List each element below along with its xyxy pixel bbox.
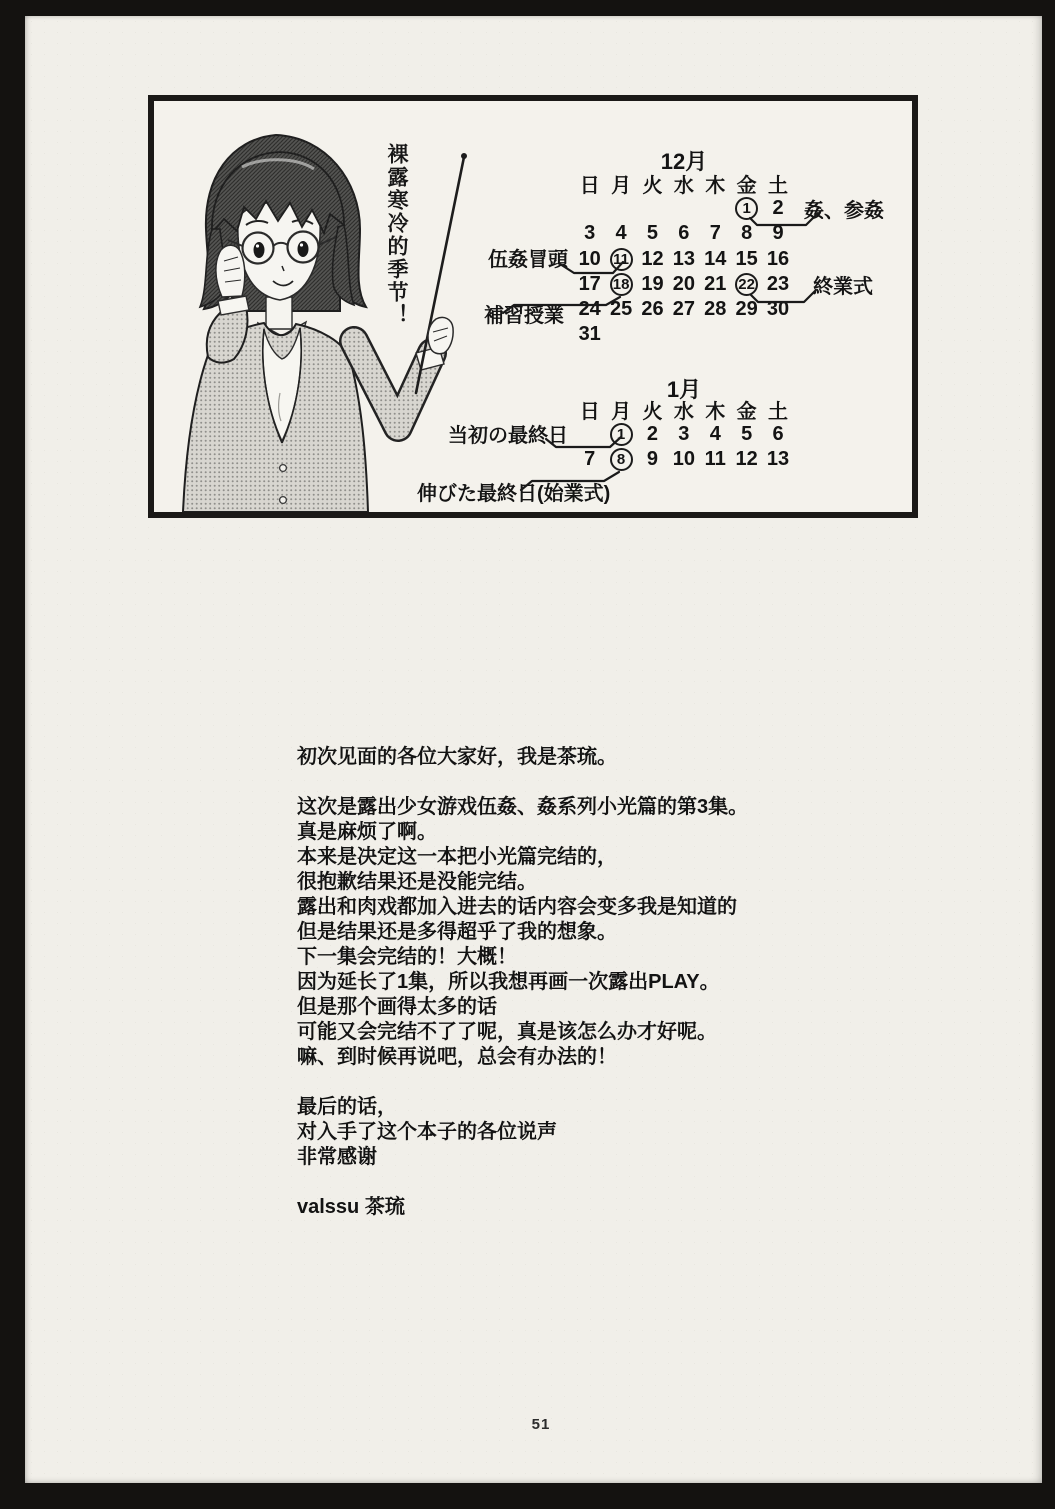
calendar-cell: 24 bbox=[578, 298, 601, 321]
calendar-cell: 11 bbox=[704, 448, 726, 471]
annotation-dec-18th: 補習授業 bbox=[484, 305, 564, 327]
afterword-line: valssu 茶琉 bbox=[297, 1196, 405, 1218]
connector-jan-8 bbox=[521, 472, 619, 490]
page-number: 51 bbox=[531, 1416, 551, 1433]
calendar-cell: 8 bbox=[741, 222, 753, 245]
connector-dec-18 bbox=[503, 297, 620, 313]
calendar-cell: 土 bbox=[768, 175, 789, 198]
connector-jan-1 bbox=[546, 437, 621, 447]
calendar-cell: 月 bbox=[611, 175, 632, 198]
calendar-cell: 5 bbox=[646, 222, 659, 245]
calendar-cell: 25 bbox=[609, 298, 633, 321]
calendar-cell: 水 bbox=[673, 175, 694, 198]
connector-dec-22 bbox=[751, 290, 816, 302]
calendar-cell: 6 bbox=[678, 222, 690, 245]
connector-lines bbox=[154, 101, 912, 512]
calendar-cell: 23 bbox=[766, 272, 790, 295]
afterword-line bbox=[297, 1070, 917, 1095]
calendar-cell: 火 bbox=[642, 401, 663, 424]
calendar-cell: 27 bbox=[672, 298, 695, 321]
circled-date: 18 bbox=[610, 273, 633, 296]
calendar-cell: 木 bbox=[705, 401, 726, 424]
calendar-cell: 4 bbox=[709, 423, 721, 446]
afterword-line: 最后的话， bbox=[297, 1096, 397, 1118]
illustration-content bbox=[154, 101, 912, 512]
circled-date: 22 bbox=[735, 273, 758, 296]
calendar-cell: 3 bbox=[678, 423, 690, 446]
calendar-cell: 10 bbox=[672, 448, 695, 471]
calendar-cell: 17 bbox=[578, 272, 601, 295]
annotation-dec-22nd: 終業式 bbox=[813, 276, 873, 298]
afterword-line: 非常感谢 bbox=[297, 1146, 377, 1168]
vertical-caption: 裸露寒冷的季节！ bbox=[385, 143, 408, 327]
calendar-cell: 7 bbox=[709, 222, 721, 245]
calendar-cell: 日 bbox=[579, 401, 600, 424]
calendar-cell: 20 bbox=[672, 272, 695, 295]
afterword-line: 初次见面的各位大家好，我是茶琉。 bbox=[297, 746, 617, 768]
calendar-cell: 28 bbox=[704, 298, 727, 321]
afterword-line: 露出和肉戏都加入进去的话内容会变多我是知道的 bbox=[297, 896, 737, 918]
connector-dec-1 bbox=[750, 213, 818, 225]
afterword-text bbox=[297, 745, 917, 1220]
calendar-cell: 6 bbox=[772, 423, 784, 446]
calendar-cell: 月 bbox=[611, 401, 632, 424]
annotation-jan-1st: 当初の最終日 bbox=[448, 425, 568, 447]
connector-dec-11 bbox=[560, 262, 623, 273]
calendar-cell: 30 bbox=[766, 298, 790, 321]
calendar-cell: 15 bbox=[735, 247, 758, 270]
afterword-line: 因为延长了1集，所以我想再画一次露出PLAY。 bbox=[297, 971, 720, 993]
calendar-cell: 13 bbox=[672, 247, 695, 270]
afterword-line: 可能又会完结不了了呢，真是该怎么办才好呢。 bbox=[297, 1021, 717, 1043]
calendar-cell: 金 bbox=[736, 401, 757, 424]
afterword-line bbox=[297, 1170, 917, 1195]
paper-page bbox=[25, 16, 1042, 1483]
afterword-line: 对入手了这个本子的各位说声 bbox=[297, 1121, 557, 1143]
annotation-dec-1st: 姦、参姦 bbox=[804, 200, 884, 222]
afterword-line: 嘛、到时候再说吧，总会有办法的！ bbox=[297, 1046, 617, 1068]
calendar-cell: 29 bbox=[735, 298, 758, 321]
afterword-line: 本来是决定这一本把小光篇完结的， bbox=[297, 846, 617, 868]
calendar-cell: 14 bbox=[704, 247, 727, 270]
calendar-cell: 12 bbox=[735, 448, 758, 471]
circled-date: 8 bbox=[610, 448, 633, 471]
calendar-cell: 13 bbox=[766, 448, 790, 471]
circled-date: 11 bbox=[610, 248, 633, 271]
calendar-cell: 3 bbox=[584, 222, 596, 245]
afterword-line: 真是麻烦了啊。 bbox=[297, 821, 437, 843]
annotation-jan-8th: 伸びた最終日(始業式) bbox=[417, 483, 611, 505]
calendar-cell: 日 bbox=[579, 175, 600, 198]
calendar-cell: 31 bbox=[578, 323, 601, 346]
calendar-cell: 9 bbox=[646, 448, 659, 471]
calendar-cell: 9 bbox=[772, 222, 784, 245]
afterword-line: 这次是露出少女游戏伍姦、姦系列小光篇的第3集。 bbox=[297, 796, 749, 818]
calendar-january-title: 1月 bbox=[666, 377, 702, 402]
calendar-cell: 16 bbox=[766, 247, 790, 270]
calendar-cell: 10 bbox=[578, 247, 601, 270]
afterword-line: 很抱歉结果还是没能完结。 bbox=[297, 871, 537, 893]
calendar-cell: 木 bbox=[705, 175, 726, 198]
annotation-dec-11th: 伍姦冒頭 bbox=[488, 249, 568, 271]
afterword-line: 下一集会完结的！大概！ bbox=[297, 946, 517, 968]
calendar-cell: 5 bbox=[741, 423, 753, 446]
calendar-cell: 26 bbox=[641, 298, 664, 321]
calendar-cell: 金 bbox=[736, 175, 757, 198]
calendar-cell: 土 bbox=[768, 401, 789, 424]
calendar-cell: 2 bbox=[772, 197, 784, 220]
calendar-cell: 2 bbox=[646, 423, 659, 446]
calendar-december-title: 12月 bbox=[660, 149, 708, 174]
illustration-frame bbox=[148, 95, 918, 518]
calendar-cell: 19 bbox=[641, 272, 664, 295]
calendar-cell: 4 bbox=[615, 222, 627, 245]
calendar-cell: 12 bbox=[641, 247, 664, 270]
calendar-cell: 水 bbox=[673, 401, 694, 424]
circled-date: 1 bbox=[735, 197, 758, 220]
afterword-line: 但是那个画得太多的话 bbox=[297, 996, 497, 1018]
circled-date: 1 bbox=[610, 423, 633, 446]
afterword-line bbox=[297, 770, 917, 795]
calendar-cell: 火 bbox=[642, 175, 663, 198]
calendar-cell: 21 bbox=[704, 272, 727, 295]
calendar-cell: 7 bbox=[584, 448, 596, 471]
afterword-line: 但是结果还是多得超乎了我的想象。 bbox=[297, 921, 617, 943]
